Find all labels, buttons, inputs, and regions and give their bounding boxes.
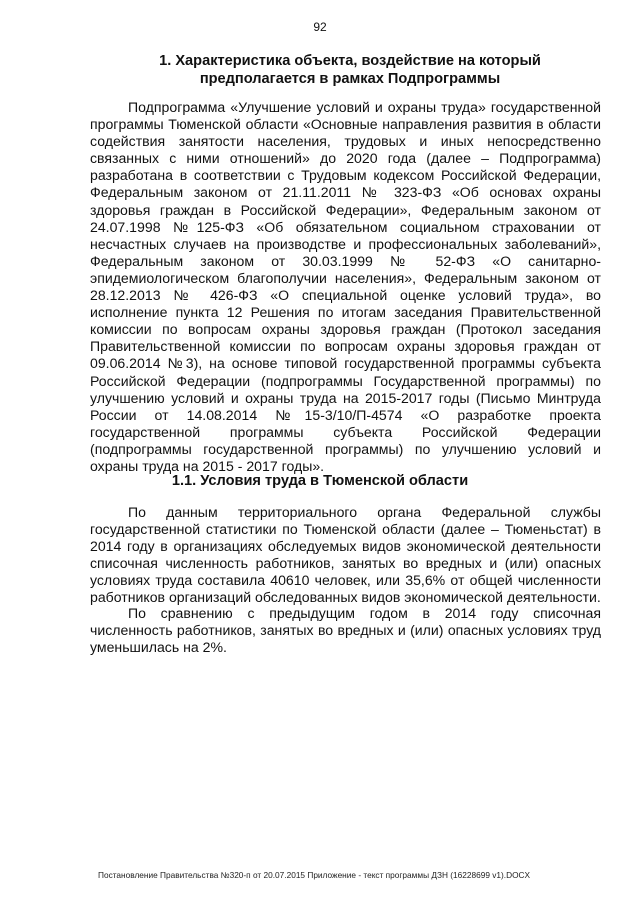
- document-footer: Постановление Правительства №320-п от 20.07.2015 Приложение - текст программы ДЗН (16228699 v1).DOCX: [98, 870, 531, 880]
- subsection-heading: 1.1. Условия труда в Тюменской области: [171, 473, 469, 489]
- section-heading: 1. Характеристика объекта, воздействие на который предполагается в рамках Подпрограммы: [159, 53, 541, 87]
- paragraph-statistics: По данным территориального органа Федеральной службы государственной статистики по Тюменской области (далее – Тюменьстат) в 2014 году в организациях обследуемых видов экономической деятельности списочная численность работников, занятых во вредных и (или) опасных условиях труда составила 40610 человек, или 35,6% от общей численности работников организаций обследованных видов экономической деятельности.: [90, 504, 601, 606]
- paragraph-comparison: По сравнению с предыдущим годом в 2014 году списочная численность работников, занятых во вредных и (или) опасных условиях труд уменьшилась на 2%.: [90, 605, 601, 656]
- paragraph-subprogram-basis: Подпрограмма «Улучшение условий и охраны труда» государственной программы Тюменской области «Основные направления развития в области содействия занятости населения, трудовых и иных непосредственно связанных с ними отношений» до 2020 года (далее – Подпрограмма) разработана в соответствии с Трудовым кодексом Российской Федерации, Федеральным законом от 21.11.2011 № 323-ФЗ «Об основах охраны здоровья граждан в Российской Федерации», Федеральным законом от 24.07.1998 №125-ФЗ «Об обязательном социальном страховании от несчастных случаев на производстве и профессиональных заболеваний», Федеральным законом от 30.03.1999 № 52-ФЗ «О санитарно-эпидемиологическом благополучии населения», Федеральным законом от 28.12.2013 № 426-ФЗ «О специальной оценке условий труда», во исполнение пункта 12 Решения по итогам заседания Правительственной комиссии по вопросам охраны здоровья граждан (Протокол заседания Правительственной комиссии по вопросам охраны здоровья граждан от 09.06.2014 №3), на основе типовой государственной программы субъекта Российской Федерации (подпрограммы Государственной программы) по улучшению условий и охраны труда на 2015-2017 годы (Письмо Минтруда России от 14.08.2014 №15-3/10/П-4574 «О разработке проекта государственной программы субъекта Российской Федерации (подпрограммы государственной программы) по улучшению условий и охраны труда на 2015 - 2017 годы».: [90, 99, 601, 474]
- page-number: 92: [313, 20, 327, 34]
